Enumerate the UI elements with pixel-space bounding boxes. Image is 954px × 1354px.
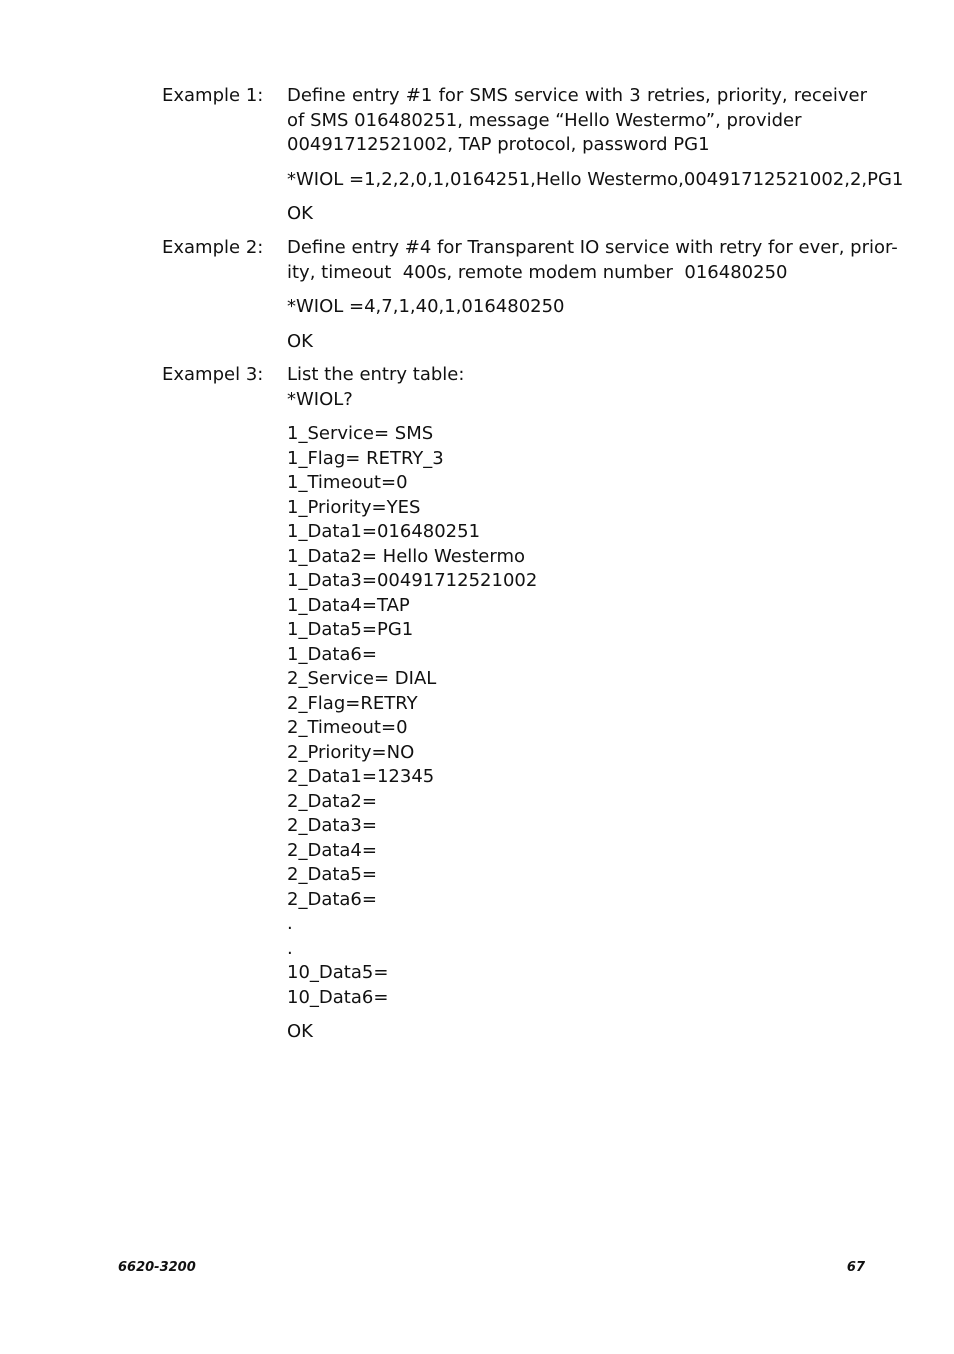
table-line: 1_Flag= RETRY_3 [287, 447, 444, 469]
table-line: 10_Data6= [287, 986, 389, 1008]
example-label: Exampel 3: [162, 364, 264, 385]
example-response [287, 202, 867, 227]
table-line: 2_Data5= [287, 864, 377, 885]
table-line: 1_Data2= Hello Westermo [287, 545, 525, 567]
table-line: 2_Data3= [287, 815, 377, 836]
example-command [287, 168, 904, 193]
document-number: 6620-3200 [118, 1260, 196, 1275]
description-line: Define entry #1 for SMS service with 3 retries, priority, receiver [287, 85, 867, 106]
table-line: 1_Service= SMS [287, 423, 434, 444]
example-response [287, 1020, 867, 1045]
table-line: 2_Data1=12345 [287, 766, 435, 787]
example-response [287, 330, 867, 355]
example-content [287, 363, 867, 1055]
ellipsis-dot: . [287, 913, 293, 934]
example-description [287, 84, 867, 158]
example-description [287, 236, 898, 285]
example-content [287, 236, 898, 364]
description-line: Define entry #4 for Transparent IO service with retry for ever, prior- [287, 237, 898, 258]
table-line: 1_Timeout=0 [287, 472, 408, 493]
table-line: 1_Data1=016480251 [287, 521, 481, 542]
ellipsis-dot: . [287, 937, 293, 959]
command-text: *WIOL =4,7,1,40,1,016480250 [287, 296, 565, 317]
table-line: 2_Service= DIAL [287, 668, 437, 689]
table-line: 2_Timeout=0 [287, 717, 408, 738]
description-line: ity, timeout 400s, remote modem number 016480250 [287, 261, 788, 283]
table-line: 2_Data4= [287, 839, 377, 861]
example-label: Example 2: [162, 237, 264, 258]
table-line: 2_Data2= [287, 790, 377, 812]
command-text: *WIOL? [287, 388, 353, 410]
command-text: *WIOL =1,2,2,0,1,0164251,Hello Westermo,00491712521002,2,PG1 [287, 168, 904, 190]
description-line: 00491712521002, TAP protocol, password PG1 [287, 134, 710, 155]
example-label: Example 1: [162, 85, 264, 106]
example-content [287, 84, 904, 237]
example-description [287, 363, 867, 412]
description-line: of SMS 016480251, message “Hello Westermo”, provider [287, 109, 802, 131]
table-line: 2_Flag=RETRY [287, 692, 418, 714]
response-text: OK [287, 1021, 313, 1042]
table-line: 1_Data5=PG1 [287, 619, 414, 640]
table-line: 1_Data3=00491712521002 [287, 570, 538, 591]
table-line: 1_Data6= [287, 643, 377, 665]
table-line: 2_Priority=NO [287, 741, 415, 763]
response-text: OK [287, 203, 313, 224]
table-line: 1_Priority=YES [287, 496, 421, 518]
table-line: 1_Data4=TAP [287, 594, 410, 616]
table-line: 10_Data5= [287, 962, 389, 983]
response-text: OK [287, 330, 313, 352]
description-line: List the entry table: [287, 364, 465, 385]
entry-table-listing [287, 422, 867, 1010]
table-line: 2_Data6= [287, 888, 377, 910]
example-command [287, 295, 867, 320]
page-number: 67 [846, 1260, 865, 1275]
